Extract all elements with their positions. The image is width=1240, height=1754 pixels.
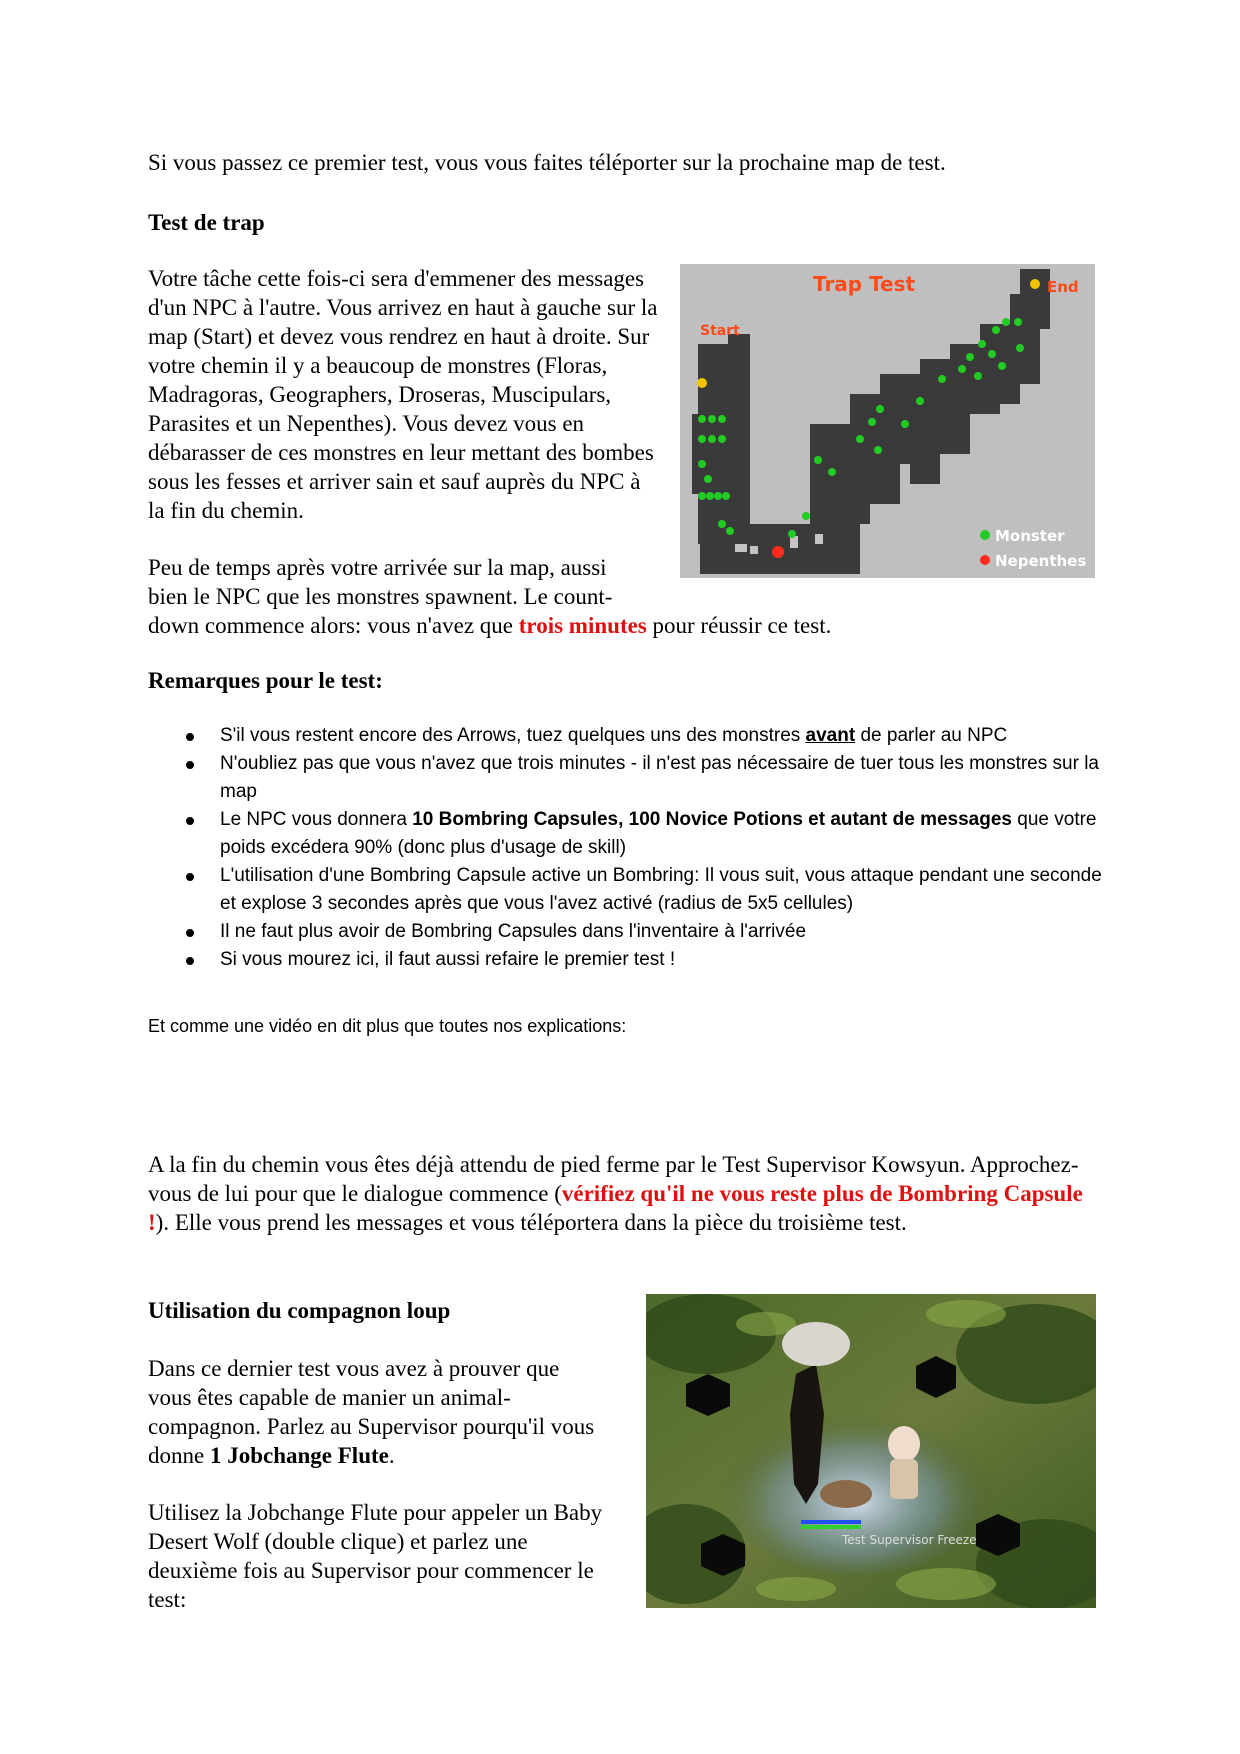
- trap-test-heading: Test de trap: [148, 210, 265, 235]
- end-npc-marker: [1030, 279, 1040, 289]
- list-item: Il ne faut plus avoir de Bombring Capsules dans l'inventaire à l'arrivée: [148, 918, 1108, 946]
- list-item: Le NPC vous donnera 10 Bombring Capsules, 100 Novice Potions et autant de messages que votre poids excédera 90% (donc plus d'usage de skill): [148, 806, 1108, 862]
- wolf-paragraph-2: Utilisez la Jobchange Flute pour appeler un Baby Desert Wolf (double clique) et parlez une deuxième fois au Supervisor pour commencer le test:: [148, 1500, 603, 1612]
- trap-timing-line-1: Peu de temps après votre arrivée sur la map, aussi: [148, 555, 607, 580]
- list-item: N'oubliez pas que vous n'avez que trois minutes - il n'est pas nécessaire de tuer tous les monstres sur la map: [148, 750, 1108, 806]
- legend-nepenthes-swatch: [980, 555, 990, 565]
- start-npc-marker: [697, 378, 707, 388]
- list-item: S'il vous restent encore des Arrows, tuez quelques uns des monstres avant de parler au NPC: [148, 722, 1108, 750]
- wolf-paragraph-1: Dans ce dernier test vous avez à prouver que vous êtes capable de manier un animal-compagnon. Parlez au Supervisor pourqu'il vous donne 1 Jobchange Flute.: [148, 1356, 595, 1468]
- nepenthes-marker: [772, 546, 784, 558]
- map-end-label: End: [1047, 278, 1079, 296]
- wolf-sprite: [820, 1480, 872, 1508]
- trap-description: Votre tâche cette fois-ci sera d'emmener des messages d'un NPC à l'autre. Vous arrivez en haut à gauche sur la map (Start) et devez vous rendrez en haut à droite. Sur votre chemin il y a beaucoup de monstres (Floras, Madragoras, Geographers, Droseras, Muscipulars, Parasites et un Nepenthes). Vous devez vous en débarasser de ces monstres en leur mettant des bombes sous les fesses et arriver sain et sauf auprès du NPC à la fin du chemin.: [148, 266, 658, 523]
- legend-nepenthes-label: Nepenthes: [995, 552, 1087, 570]
- map-start-label: Start: [700, 323, 740, 339]
- game-screenshot: [646, 1294, 1096, 1608]
- list-item: Si vous mourez ici, il faut aussi refaire le premier test !: [148, 946, 1108, 974]
- wolf-heading: Utilisation du compagnon loup: [148, 1298, 451, 1323]
- capsule-warning: vérifiez qu'il ne vous reste plus de Bombring Capsule !: [148, 1181, 1083, 1235]
- angel-sprite: [782, 1322, 850, 1366]
- trap-timing-line-2: bien le NPC que les monstres spawnent. Le count-: [148, 584, 613, 609]
- end-paragraph: A la fin du chemin vous êtes déjà attendu de pied ferme par le Test Supervisor Kowsyun. Approchez-vous de lui pour que le dialogue commence (vérifiez qu'il ne vous reste plus de Bombring Capsule !). Elle vous prend les messages et vous téléportera dans la pièce du troisième test.: [148, 1152, 1083, 1235]
- list-item: L'utilisation d'une Bombring Capsule active un Bombring: Il vous suit, vous attaque pendant une seconde et explose 3 secondes après que vous l'avez activé (radius de 5x5 cellules): [148, 862, 1108, 918]
- trap-test-map: [680, 264, 1095, 578]
- remarks-list: [148, 722, 1108, 974]
- character-sprite: [888, 1426, 920, 1462]
- intro-paragraph: Si vous passez ce premier test, vous vous faites téléporter sur la prochaine map de test.: [148, 150, 946, 175]
- legend-monster-label: Monster: [995, 527, 1065, 545]
- npc-name-caption: Test Supervisor Freeze: [842, 1533, 977, 1547]
- legend-monster-swatch: [980, 530, 990, 540]
- video-note: Et comme une vidéo en dit plus que toutes nos explications:: [148, 1016, 627, 1036]
- map-title: Trap Test: [813, 272, 916, 296]
- three-minutes-highlight: trois minutes: [518, 613, 647, 638]
- trap-timing-line-3: down commence alors: vous n'avez que trois minutes pour réussir ce test.: [148, 613, 832, 638]
- remarks-heading: Remarques pour le test:: [148, 668, 383, 693]
